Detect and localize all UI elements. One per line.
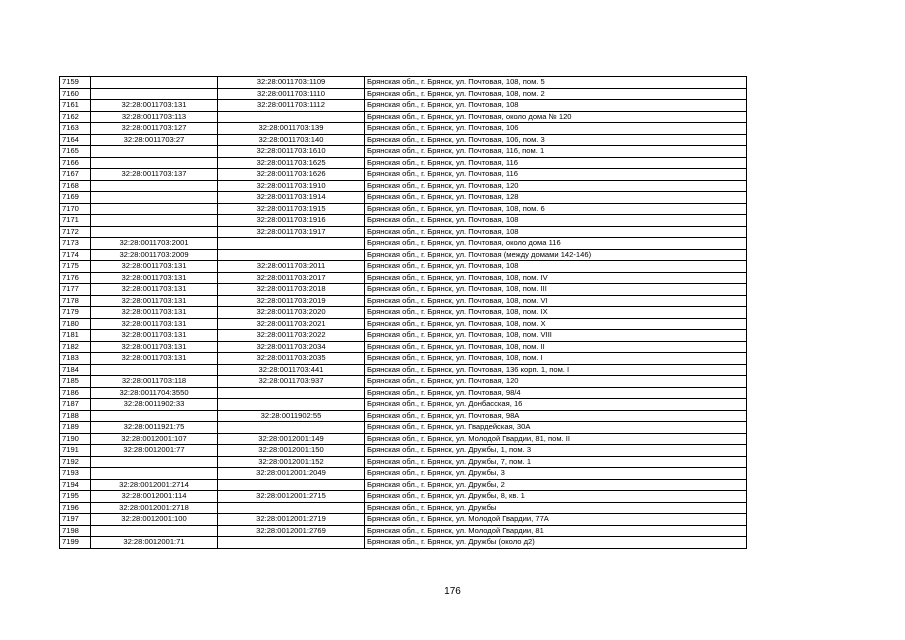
table-row — [60, 479, 747, 491]
object-cadastral-number-cell: 32:28:0012001:150 — [218, 445, 365, 457]
row-number-cell: 7179 — [60, 307, 91, 319]
table-row — [60, 295, 747, 307]
table-row — [60, 445, 747, 457]
table-row — [60, 514, 747, 526]
land-cadastral-number-cell: 32:28:0011703:27 — [91, 134, 218, 146]
row-number-cell: 7167 — [60, 169, 91, 181]
object-cadastral-number-cell: 32:28:0011703:2022 — [218, 330, 365, 342]
table-row — [60, 330, 747, 342]
table-row — [60, 261, 747, 273]
object-cadastral-number-cell: 32:28:0011703:139 — [218, 123, 365, 135]
land-cadastral-number-cell — [91, 456, 218, 468]
land-cadastral-number-cell — [91, 180, 218, 192]
row-number-cell: 7195 — [60, 491, 91, 503]
address-cell: Брянская обл., г. Брянск, ул. Почтовая, 128 — [365, 192, 747, 204]
table-row — [60, 318, 747, 330]
object-cadastral-number-cell: 32:28:0011703:2035 — [218, 353, 365, 365]
object-cadastral-number-cell: 32:28:0011703:1915 — [218, 203, 365, 215]
table-row — [60, 353, 747, 365]
land-cadastral-number-cell: 32:28:0011703:113 — [91, 111, 218, 123]
register-table-body — [60, 77, 747, 549]
land-cadastral-number-cell: 32:28:0011703:2009 — [91, 249, 218, 261]
object-cadastral-number-cell: 32:28:0011703:2017 — [218, 272, 365, 284]
land-cadastral-number-cell: 32:28:0012001:71 — [91, 537, 218, 549]
object-cadastral-number-cell: 32:28:0011703:937 — [218, 376, 365, 388]
table-row — [60, 215, 747, 227]
row-number-cell: 7180 — [60, 318, 91, 330]
object-cadastral-number-cell: 32:28:0011703:1109 — [218, 77, 365, 89]
table-row — [60, 502, 747, 514]
object-cadastral-number-cell: 32:28:0012001:152 — [218, 456, 365, 468]
land-cadastral-number-cell: 32:28:0011704:3550 — [91, 387, 218, 399]
land-cadastral-number-cell — [91, 157, 218, 169]
row-number-cell: 7164 — [60, 134, 91, 146]
table-row — [60, 410, 747, 422]
object-cadastral-number-cell: 32:28:0011703:1610 — [218, 146, 365, 158]
row-number-cell: 7192 — [60, 456, 91, 468]
table-row — [60, 399, 747, 411]
address-cell: Брянская обл., г. Брянск, ул. Почтовая, 136 корп. 1, пом. I — [365, 364, 747, 376]
row-number-cell: 7187 — [60, 399, 91, 411]
address-cell: Брянская обл., г. Брянск, ул. Дружбы — [365, 502, 747, 514]
address-cell: Брянская обл., г. Брянск, ул. Почтовая, 108, пом. II — [365, 341, 747, 353]
land-cadastral-number-cell — [91, 410, 218, 422]
page-number: 176 — [444, 586, 461, 597]
row-number-cell: 7190 — [60, 433, 91, 445]
table-row — [60, 456, 747, 468]
table-row — [60, 422, 747, 434]
object-cadastral-number-cell: 32:28:0011703:1626 — [218, 169, 365, 181]
object-cadastral-number-cell: 32:28:0012001:2715 — [218, 491, 365, 503]
table-row — [60, 100, 747, 112]
address-cell: Брянская обл., г. Брянск, ул. Почтовая, 108 — [365, 226, 747, 238]
table-row — [60, 376, 747, 388]
table-row — [60, 226, 747, 238]
object-cadastral-number-cell: 32:28:0011703:1917 — [218, 226, 365, 238]
table-row — [60, 341, 747, 353]
table-row — [60, 111, 747, 123]
row-number-cell: 7174 — [60, 249, 91, 261]
address-cell: Брянская обл., г. Брянск, ул. Почтовая, 108 — [365, 215, 747, 227]
object-cadastral-number-cell: 32:28:0011902:55 — [218, 410, 365, 422]
row-number-cell: 7188 — [60, 410, 91, 422]
table-row — [60, 272, 747, 284]
address-cell: Брянская обл., г. Брянск, ул. Донбасская, 16 — [365, 399, 747, 411]
land-cadastral-number-cell: 32:28:0011703:131 — [91, 295, 218, 307]
row-number-cell: 7199 — [60, 537, 91, 549]
object-cadastral-number-cell: 32:28:0011703:2021 — [218, 318, 365, 330]
address-cell: Брянская обл., г. Брянск, ул. Почтовая, 108, пом. VIII — [365, 330, 747, 342]
row-number-cell: 7178 — [60, 295, 91, 307]
land-cadastral-number-cell: 32:28:0011703:127 — [91, 123, 218, 135]
address-cell: Брянская обл., г. Брянск, ул. Почтовая, около дома № 120 — [365, 111, 747, 123]
table-row — [60, 169, 747, 181]
row-number-cell: 7169 — [60, 192, 91, 204]
address-cell: Брянская обл., г. Брянск, ул. Почтовая, 120 — [365, 376, 747, 388]
object-cadastral-number-cell: 32:28:0011703:2018 — [218, 284, 365, 296]
object-cadastral-number-cell: 32:28:0011703:1910 — [218, 180, 365, 192]
row-number-cell: 7163 — [60, 123, 91, 135]
address-cell: Брянская обл., г. Брянск, ул. Почтовая, 108, пом. 6 — [365, 203, 747, 215]
land-cadastral-number-cell: 32:28:0012001:2718 — [91, 502, 218, 514]
address-cell: Брянская обл., г. Брянск, ул. Молодой Гвардии, 81, пом. II — [365, 433, 747, 445]
table-row — [60, 307, 747, 319]
table-row — [60, 433, 747, 445]
address-cell: Брянская обл., г. Брянск, ул. Дружбы, 3 — [365, 468, 747, 480]
land-cadastral-number-cell — [91, 146, 218, 158]
row-number-cell: 7183 — [60, 353, 91, 365]
address-cell: Брянская обл., г. Брянск, ул. Дружбы (около д2) — [365, 537, 747, 549]
row-number-cell: 7166 — [60, 157, 91, 169]
land-cadastral-number-cell — [91, 525, 218, 537]
object-cadastral-number-cell — [218, 249, 365, 261]
land-cadastral-number-cell: 32:28:0012001:77 — [91, 445, 218, 457]
row-number-cell: 7193 — [60, 468, 91, 480]
object-cadastral-number-cell: 32:28:0011703:2034 — [218, 341, 365, 353]
land-cadastral-number-cell: 32:28:0011703:137 — [91, 169, 218, 181]
row-number-cell: 7191 — [60, 445, 91, 457]
land-cadastral-number-cell: 32:28:0011703:131 — [91, 318, 218, 330]
land-cadastral-number-cell: 32:28:0012001:2714 — [91, 479, 218, 491]
row-number-cell: 7189 — [60, 422, 91, 434]
table-row — [60, 146, 747, 158]
row-number-cell: 7170 — [60, 203, 91, 215]
land-cadastral-number-cell: 32:28:0012001:107 — [91, 433, 218, 445]
table-row — [60, 203, 747, 215]
table-row — [60, 537, 747, 549]
land-cadastral-number-cell: 32:28:0012001:100 — [91, 514, 218, 526]
address-cell: Брянская обл., г. Брянск, ул. Почтовая, 108, пом. III — [365, 284, 747, 296]
row-number-cell: 7181 — [60, 330, 91, 342]
land-cadastral-number-cell: 32:28:0011703:131 — [91, 330, 218, 342]
row-number-cell: 7162 — [60, 111, 91, 123]
address-cell: Брянская обл., г. Брянск, ул. Почтовая, 108, пом. 5 — [365, 77, 747, 89]
land-cadastral-number-cell — [91, 226, 218, 238]
land-cadastral-number-cell: 32:28:0011703:118 — [91, 376, 218, 388]
table-row — [60, 249, 747, 261]
table-row — [60, 134, 747, 146]
object-cadastral-number-cell: 32:28:0011703:1916 — [218, 215, 365, 227]
row-number-cell: 7177 — [60, 284, 91, 296]
object-cadastral-number-cell — [218, 387, 365, 399]
object-cadastral-number-cell: 32:28:0011703:2011 — [218, 261, 365, 273]
object-cadastral-number-cell — [218, 479, 365, 491]
row-number-cell: 7196 — [60, 502, 91, 514]
address-cell: Брянская обл., г. Брянск, ул. Дружбы, 1, пом. 3 — [365, 445, 747, 457]
object-cadastral-number-cell — [218, 111, 365, 123]
object-cadastral-number-cell: 32:28:0012001:2719 — [218, 514, 365, 526]
row-number-cell: 7198 — [60, 525, 91, 537]
land-cadastral-number-cell: 32:28:0011703:131 — [91, 284, 218, 296]
row-number-cell: 7197 — [60, 514, 91, 526]
row-number-cell: 7173 — [60, 238, 91, 250]
address-cell: Брянская обл., г. Брянск, ул. Дружбы, 8, кв. 1 — [365, 491, 747, 503]
land-cadastral-number-cell: 32:28:0012001:114 — [91, 491, 218, 503]
object-cadastral-number-cell — [218, 422, 365, 434]
table-row — [60, 238, 747, 250]
table-row — [60, 157, 747, 169]
address-cell: Брянская обл., г. Брянск, ул. Почтовая, 108, пом. IV — [365, 272, 747, 284]
address-cell: Брянская обл., г. Брянск, ул. Почтовая, 116, пом. 1 — [365, 146, 747, 158]
address-cell: Брянская обл., г. Брянск, ул. Почтовая, 108, пом. X — [365, 318, 747, 330]
row-number-cell: 7185 — [60, 376, 91, 388]
land-cadastral-number-cell — [91, 203, 218, 215]
object-cadastral-number-cell: 32:28:0012001:149 — [218, 433, 365, 445]
land-cadastral-number-cell — [91, 192, 218, 204]
row-number-cell: 7172 — [60, 226, 91, 238]
land-cadastral-number-cell — [91, 77, 218, 89]
object-cadastral-number-cell: 32:28:0011703:2020 — [218, 307, 365, 319]
address-cell: Брянская обл., г. Брянск, ул. Почтовая, 106, пом. 3 — [365, 134, 747, 146]
land-cadastral-number-cell: 32:28:0011703:131 — [91, 341, 218, 353]
address-cell: Брянская обл., г. Брянск, ул. Дружбы, 7, пом. 1 — [365, 456, 747, 468]
row-number-cell: 7175 — [60, 261, 91, 273]
address-cell: Брянская обл., г. Брянск, ул. Молодой Гвардии, 77А — [365, 514, 747, 526]
address-cell: Брянская обл., г. Брянск, ул. Почтовая, 120 — [365, 180, 747, 192]
table-row — [60, 525, 747, 537]
address-cell: Брянская обл., г. Брянск, ул. Почтовая, 116 — [365, 169, 747, 181]
land-cadastral-number-cell: 32:28:0011921:75 — [91, 422, 218, 434]
address-cell: Брянская обл., г. Брянск, ул. Дружбы, 2 — [365, 479, 747, 491]
register-table — [59, 76, 747, 549]
table-row — [60, 387, 747, 399]
address-cell: Брянская обл., г. Брянск, ул. Почтовая, 108, пом. VI — [365, 295, 747, 307]
address-cell: Брянская обл., г. Брянск, ул. Молодой Гвардии, 81 — [365, 525, 747, 537]
land-cadastral-number-cell — [91, 468, 218, 480]
address-cell: Брянская обл., г. Брянск, ул. Почтовая (между домами 142-146) — [365, 249, 747, 261]
object-cadastral-number-cell: 32:28:0011703:2019 — [218, 295, 365, 307]
address-cell: Брянская обл., г. Брянск, ул. Почтовая, 108, пом. IX — [365, 307, 747, 319]
object-cadastral-number-cell: 32:28:0011703:1112 — [218, 100, 365, 112]
row-number-cell: 7161 — [60, 100, 91, 112]
land-cadastral-number-cell: 32:28:0011703:131 — [91, 100, 218, 112]
object-cadastral-number-cell — [218, 399, 365, 411]
address-cell: Брянская обл., г. Брянск, ул. Почтовая, 108, пом. 2 — [365, 88, 747, 100]
row-number-cell: 7176 — [60, 272, 91, 284]
row-number-cell: 7184 — [60, 364, 91, 376]
object-cadastral-number-cell: 32:28:0011703:1625 — [218, 157, 365, 169]
table-row — [60, 88, 747, 100]
table-row — [60, 77, 747, 89]
row-number-cell: 7165 — [60, 146, 91, 158]
row-number-cell: 7182 — [60, 341, 91, 353]
address-cell: Брянская обл., г. Брянск, ул. Почтовая, 108, пом. I — [365, 353, 747, 365]
land-cadastral-number-cell: 32:28:0011703:131 — [91, 353, 218, 365]
row-number-cell: 7168 — [60, 180, 91, 192]
address-cell: Брянская обл., г. Брянск, ул. Почтовая, 116 — [365, 157, 747, 169]
row-number-cell: 7186 — [60, 387, 91, 399]
table-row — [60, 364, 747, 376]
address-cell: Брянская обл., г. Брянск, ул. Почтовая, 106 — [365, 123, 747, 135]
address-cell: Брянская обл., г. Брянск, ул. Гвардейская, 30А — [365, 422, 747, 434]
land-cadastral-number-cell — [91, 215, 218, 227]
land-cadastral-number-cell — [91, 364, 218, 376]
address-cell: Брянская обл., г. Брянск, ул. Почтовая, около дома 116 — [365, 238, 747, 250]
object-cadastral-number-cell: 32:28:0011703:1914 — [218, 192, 365, 204]
table-row — [60, 468, 747, 480]
land-cadastral-number-cell: 32:28:0011703:131 — [91, 307, 218, 319]
object-cadastral-number-cell — [218, 537, 365, 549]
row-number-cell: 7159 — [60, 77, 91, 89]
object-cadastral-number-cell: 32:28:0012001:2049 — [218, 468, 365, 480]
land-cadastral-number-cell: 32:28:0011703:2001 — [91, 238, 218, 250]
table-row — [60, 192, 747, 204]
table-row — [60, 123, 747, 135]
object-cadastral-number-cell: 32:28:0012001:2769 — [218, 525, 365, 537]
row-number-cell: 7160 — [60, 88, 91, 100]
object-cadastral-number-cell: 32:28:0011703:1110 — [218, 88, 365, 100]
address-cell: Брянская обл., г. Брянск, ул. Почтовая, 108 — [365, 100, 747, 112]
object-cadastral-number-cell — [218, 238, 365, 250]
land-cadastral-number-cell — [91, 88, 218, 100]
land-cadastral-number-cell: 32:28:0011703:131 — [91, 261, 218, 273]
address-cell: Брянская обл., г. Брянск, ул. Почтовая, 108 — [365, 261, 747, 273]
row-number-cell: 7194 — [60, 479, 91, 491]
address-cell: Брянская обл., г. Брянск, ул. Почтовая, 98А — [365, 410, 747, 422]
object-cadastral-number-cell: 32:28:0011703:140 — [218, 134, 365, 146]
land-cadastral-number-cell: 32:28:0011902:33 — [91, 399, 218, 411]
table-row — [60, 180, 747, 192]
table-row — [60, 284, 747, 296]
land-cadastral-number-cell: 32:28:0011703:131 — [91, 272, 218, 284]
table-row — [60, 491, 747, 503]
address-cell: Брянская обл., г. Брянск, ул. Почтовая, 98/4 — [365, 387, 747, 399]
object-cadastral-number-cell: 32:28:0011703:441 — [218, 364, 365, 376]
object-cadastral-number-cell — [218, 502, 365, 514]
row-number-cell: 7171 — [60, 215, 91, 227]
